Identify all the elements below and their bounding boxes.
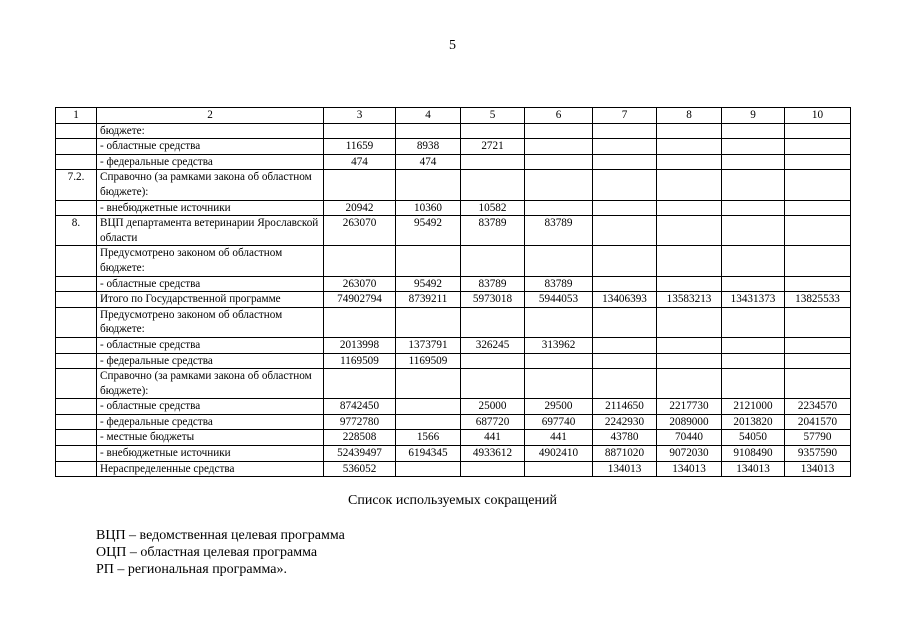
row-number-cell	[56, 307, 97, 337]
value-cell: 1169509	[396, 353, 461, 369]
value-cell: 2013998	[324, 337, 396, 353]
value-cell	[657, 139, 722, 155]
value-cell: 2041570	[785, 414, 851, 430]
value-cell: 10360	[396, 200, 461, 216]
value-cell	[722, 337, 785, 353]
value-cell: 29500	[525, 399, 593, 415]
row-number-cell	[56, 414, 97, 430]
value-cell	[324, 369, 396, 399]
value-cell: 25000	[461, 399, 525, 415]
value-cell: 83789	[461, 216, 525, 246]
value-cell: 1373791	[396, 337, 461, 353]
value-cell: 10582	[461, 200, 525, 216]
value-cell	[525, 246, 593, 276]
value-cell	[785, 216, 851, 246]
value-cell	[657, 200, 722, 216]
value-cell: 2121000	[722, 399, 785, 415]
value-cell	[722, 276, 785, 292]
table-row	[56, 307, 851, 337]
value-cell	[657, 154, 722, 170]
table-row	[56, 399, 851, 415]
value-cell	[657, 170, 722, 200]
value-cell	[525, 139, 593, 155]
value-cell: 474	[396, 154, 461, 170]
value-cell	[722, 154, 785, 170]
value-cell: 134013	[785, 461, 851, 477]
value-cell	[593, 337, 657, 353]
value-cell	[785, 337, 851, 353]
value-cell	[461, 461, 525, 477]
row-number-cell: 8.	[56, 216, 97, 246]
value-cell: 95492	[396, 216, 461, 246]
abbreviation-item: ВЦП – ведомственная целевая программа	[96, 528, 345, 543]
row-number-cell	[56, 399, 97, 415]
value-cell	[396, 399, 461, 415]
value-cell: 134013	[657, 461, 722, 477]
value-cell	[593, 123, 657, 139]
row-name-cell: Предусмотрено законом об областном бюджете:	[97, 246, 324, 276]
value-cell: 13431373	[722, 292, 785, 308]
row-number-cell	[56, 446, 97, 462]
value-cell: 1566	[396, 430, 461, 446]
value-cell: 54050	[722, 430, 785, 446]
table-row	[56, 292, 851, 308]
value-cell	[785, 246, 851, 276]
value-cell	[657, 276, 722, 292]
value-cell: 8938	[396, 139, 461, 155]
value-cell: 9072030	[657, 446, 722, 462]
value-cell	[461, 154, 525, 170]
value-cell	[722, 200, 785, 216]
value-cell	[461, 307, 525, 337]
value-cell	[657, 216, 722, 246]
value-cell: 441	[525, 430, 593, 446]
value-cell	[722, 246, 785, 276]
value-cell: 2013820	[722, 414, 785, 430]
value-cell: 8739211	[396, 292, 461, 308]
row-name-cell: - областные средства	[97, 337, 324, 353]
value-cell	[593, 170, 657, 200]
value-cell: 13825533	[785, 292, 851, 308]
value-cell	[593, 353, 657, 369]
value-cell	[785, 139, 851, 155]
table-row	[56, 337, 851, 353]
value-cell	[785, 154, 851, 170]
row-number-cell	[56, 461, 97, 477]
value-cell	[657, 246, 722, 276]
row-name-cell: ВЦП департамента ветеринарии Ярославской области	[97, 216, 324, 246]
value-cell: 697740	[525, 414, 593, 430]
table-header-row	[56, 108, 851, 124]
value-cell	[657, 369, 722, 399]
value-cell: 9108490	[722, 446, 785, 462]
value-cell	[324, 170, 396, 200]
value-cell: 2114650	[593, 399, 657, 415]
table-row	[56, 414, 851, 430]
row-name-cell: Нераспределенные средства	[97, 461, 324, 477]
table-header-cell: 6	[525, 108, 593, 124]
row-number-cell	[56, 139, 97, 155]
value-cell: 20942	[324, 200, 396, 216]
value-cell	[785, 369, 851, 399]
value-cell	[722, 139, 785, 155]
row-number-cell	[56, 200, 97, 216]
value-cell	[396, 369, 461, 399]
table-row	[56, 430, 851, 446]
value-cell	[525, 200, 593, 216]
table-row	[56, 170, 851, 200]
value-cell	[593, 200, 657, 216]
value-cell: 13406393	[593, 292, 657, 308]
value-cell: 8871020	[593, 446, 657, 462]
value-cell: 52439497	[324, 446, 396, 462]
row-number-cell	[56, 337, 97, 353]
value-cell: 11659	[324, 139, 396, 155]
value-cell: 134013	[593, 461, 657, 477]
value-cell: 263070	[324, 276, 396, 292]
value-cell	[525, 353, 593, 369]
table-row	[56, 200, 851, 216]
value-cell	[525, 170, 593, 200]
row-name-cell: - федеральные средства	[97, 353, 324, 369]
table-header-cell: 1	[56, 108, 97, 124]
row-name-cell: бюджете:	[97, 123, 324, 139]
row-number-cell	[56, 369, 97, 399]
row-name-cell: Предусмотрено законом об областном бюджете:	[97, 307, 324, 337]
row-number-cell	[56, 154, 97, 170]
value-cell: 536052	[324, 461, 396, 477]
value-cell	[657, 307, 722, 337]
value-cell	[525, 307, 593, 337]
row-name-cell: - местные бюджеты	[97, 430, 324, 446]
table-row	[56, 139, 851, 155]
value-cell: 83789	[525, 216, 593, 246]
value-cell: 687720	[461, 414, 525, 430]
value-cell	[785, 276, 851, 292]
page-number: 5	[449, 38, 456, 53]
abbreviations-list	[96, 527, 345, 578]
table-header-cell: 4	[396, 108, 461, 124]
table-row	[56, 461, 851, 477]
value-cell: 228508	[324, 430, 396, 446]
value-cell	[593, 307, 657, 337]
value-cell	[722, 123, 785, 139]
value-cell	[324, 123, 396, 139]
value-cell	[324, 307, 396, 337]
row-number-cell	[56, 353, 97, 369]
table-header-cell: 3	[324, 108, 396, 124]
value-cell	[525, 369, 593, 399]
value-cell: 2721	[461, 139, 525, 155]
table-header-cell: 7	[593, 108, 657, 124]
value-cell: 5944053	[525, 292, 593, 308]
value-cell	[722, 216, 785, 246]
value-cell	[396, 307, 461, 337]
value-cell: 95492	[396, 276, 461, 292]
row-number-cell	[56, 430, 97, 446]
value-cell	[461, 369, 525, 399]
table-header-cell: 8	[657, 108, 722, 124]
value-cell: 4902410	[525, 446, 593, 462]
value-cell	[722, 369, 785, 399]
row-number-cell	[56, 123, 97, 139]
value-cell	[785, 307, 851, 337]
value-cell	[593, 154, 657, 170]
table-row	[56, 369, 851, 399]
value-cell	[593, 369, 657, 399]
value-cell: 83789	[525, 276, 593, 292]
row-number-cell: 7.2.	[56, 170, 97, 200]
value-cell	[525, 154, 593, 170]
value-cell	[593, 139, 657, 155]
value-cell: 2242930	[593, 414, 657, 430]
row-name-cell: - областные средства	[97, 139, 324, 155]
value-cell: 2234570	[785, 399, 851, 415]
table-row	[56, 276, 851, 292]
value-cell: 74902794	[324, 292, 396, 308]
value-cell	[657, 337, 722, 353]
value-cell: 2217730	[657, 399, 722, 415]
value-cell	[657, 123, 722, 139]
value-cell	[785, 123, 851, 139]
row-number-cell	[56, 246, 97, 276]
table-row	[56, 154, 851, 170]
value-cell	[324, 246, 396, 276]
value-cell: 8742450	[324, 399, 396, 415]
value-cell: 134013	[722, 461, 785, 477]
value-cell	[785, 200, 851, 216]
table-row	[56, 123, 851, 139]
value-cell	[593, 216, 657, 246]
row-name-cell: Справочно (за рамками закона об областном бюджете):	[97, 170, 324, 200]
abbreviation-item: РП – региональная программа».	[96, 562, 287, 577]
value-cell	[461, 246, 525, 276]
value-cell: 313962	[525, 337, 593, 353]
value-cell	[593, 246, 657, 276]
row-name-cell: - федеральные средства	[97, 154, 324, 170]
value-cell: 441	[461, 430, 525, 446]
table-header-cell: 10	[785, 108, 851, 124]
value-cell: 6194345	[396, 446, 461, 462]
value-cell: 2089000	[657, 414, 722, 430]
value-cell: 13583213	[657, 292, 722, 308]
table-header-cell: 9	[722, 108, 785, 124]
value-cell: 263070	[324, 216, 396, 246]
value-cell	[461, 170, 525, 200]
value-cell	[722, 307, 785, 337]
value-cell	[461, 353, 525, 369]
row-name-cell: - внебюджетные источники	[97, 200, 324, 216]
value-cell: 9357590	[785, 446, 851, 462]
value-cell	[525, 123, 593, 139]
value-cell	[722, 170, 785, 200]
row-name-cell: Итого по Государственной программе	[97, 292, 324, 308]
value-cell: 326245	[461, 337, 525, 353]
table-row	[56, 353, 851, 369]
row-name-cell: - внебюджетные источники	[97, 446, 324, 462]
row-name-cell: - областные средства	[97, 399, 324, 415]
value-cell: 474	[324, 154, 396, 170]
abbreviation-item: ОЦП – областная целевая программа	[96, 545, 318, 560]
table-header-cell: 2	[97, 108, 324, 124]
value-cell: 70440	[657, 430, 722, 446]
row-name-cell: Справочно (за рамками закона об областном бюджете):	[97, 369, 324, 399]
table-header-cell: 5	[461, 108, 525, 124]
row-name-cell: - федеральные средства	[97, 414, 324, 430]
value-cell: 9772780	[324, 414, 396, 430]
value-cell: 83789	[461, 276, 525, 292]
table-row	[56, 446, 851, 462]
value-cell	[722, 353, 785, 369]
value-cell	[785, 353, 851, 369]
value-cell	[396, 123, 461, 139]
value-cell	[461, 123, 525, 139]
value-cell	[785, 170, 851, 200]
row-number-cell	[56, 276, 97, 292]
table-row	[56, 216, 851, 246]
value-cell	[593, 276, 657, 292]
abbreviations-title: Список используемых сокращений	[348, 493, 557, 508]
value-cell	[657, 353, 722, 369]
value-cell: 4933612	[461, 446, 525, 462]
value-cell: 43780	[593, 430, 657, 446]
value-cell	[525, 461, 593, 477]
value-cell: 57790	[785, 430, 851, 446]
table-row	[56, 246, 851, 276]
value-cell: 5973018	[461, 292, 525, 308]
value-cell	[396, 170, 461, 200]
row-number-cell	[56, 292, 97, 308]
value-cell	[396, 461, 461, 477]
value-cell	[396, 414, 461, 430]
budget-table	[55, 107, 851, 477]
row-name-cell: - областные средства	[97, 276, 324, 292]
value-cell	[396, 246, 461, 276]
value-cell: 1169509	[324, 353, 396, 369]
